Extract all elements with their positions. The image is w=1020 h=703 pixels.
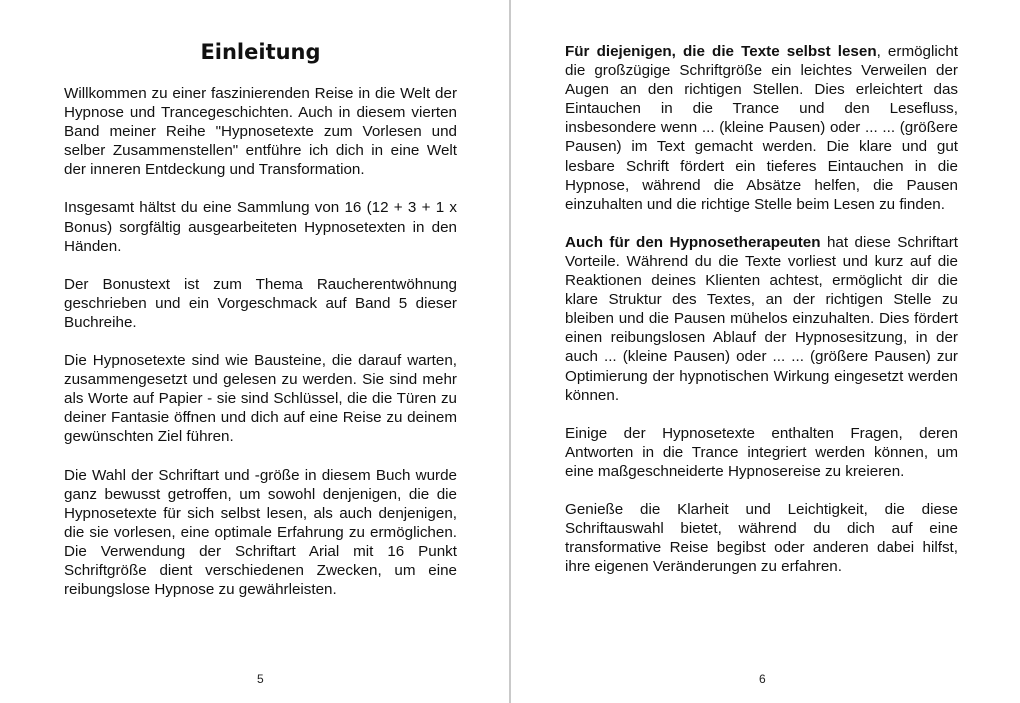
right-page xyxy=(511,0,1020,703)
paragraph-intro: Willkommen zu einer faszinierenden Reise in die Welt der Hypnose und Trancegeschichten. Auch in diesem vierten Band meiner Reihe "Hypnosetexte zum Vorlesen und selber Zusammenstellen" entführe ich dich in eine Welt der inneren Entdeckung und Transformation. xyxy=(64,85,457,179)
self-readers-text: , ermöglicht die großzügige Schriftgröße ein leichtes Verweilen der Augen an den richtigen Stellen. Dies erleichtert das Eintauchen in die Trance und den Lesefluss, insbesondere wenn ... (kleine Pausen) oder ... ... (größere Pausen) im Text gemacht werden. Die klare und gut lesbare Schrift fördert ein tieferes Eintauchen in die Hypnose, während die Absätze helfen, die Pausen einzuhalten und die richtige Stelle beim Lesen zu finden. xyxy=(565,43,958,213)
paragraph-font-choice: Die Wahl der Schriftart und -größe in diesem Buch wurde ganz bewusst getroffen, um sowohl denjenigen, die die Hypnosetexte für sich selbst lesen, als auch denjenigen, die sie vorlesen, eine optimale Erfahrung zu ermöglichen. Die Verwendung der Schriftart Arial mit 16 Punkt Schriftgröße dient verschiedenen Zwecken, um eine reibungslose Hypnose zu gewährleisten. xyxy=(64,466,457,599)
therapists-text: hat diese Schriftart Vorteile. Während du die Texte vorliest und kurz auf die Reaktionen deines Klienten achtest, ermöglicht dir die klare Struktur des Textes, an der richtigen Stelle zu bleiben und die Pausen mühelos einzuhalten. Dies fördert einen reibungslosen Ablauf der Hypnosesitzung, in der auch ... (kleine Pausen) oder ... ... (größere Pausen) zur Optimierung der hypnotischen Wirkung eingesetzt werden können. xyxy=(565,233,958,404)
paragraph-self-readers xyxy=(565,42,958,214)
paragraph-collection: Insgesamt hältst du eine Sammlung von 16 (12 + 3 + 1 x Bonus) sorgfältig ausgearbeiteten Hypnosetexten in den Händen. xyxy=(64,199,457,255)
paragraph-questions: Einige der Hypnosetexte enthalten Fragen, deren Antworten in die Trance integriert werden können, um eine maßgeschneiderte Hypnosereise zu kreieren. xyxy=(565,424,958,480)
paragraph-therapists xyxy=(565,233,958,405)
paragraph-enjoy: Genieße die Klarheit und Leichtigkeit, die diese Schriftauswahl bietet, während du dich auf eine transformative Reise begibst oder anderen dabei hilfst, ihre eigenen Veränderungen zu erfahren. xyxy=(565,500,958,576)
chapter-title: Einleitung xyxy=(200,40,321,64)
self-readers-heading: Für diejenigen, die die Texte selbst lesen xyxy=(565,43,877,60)
page-number-right: 6 xyxy=(759,672,766,686)
therapists-heading: Auch für den Hypnosetherapeuten xyxy=(565,233,821,251)
paragraph-building-blocks: Die Hypnosetexte sind wie Bausteine, die darauf warten, zusammengesetzt und gelesen zu werden. Sie sind mehr als Worte auf Papier - sie sind Schlüssel, die die Türen zu deiner Fantasie öffnen und dich auf eine Reise zu deinem gewünschten Ziel führen. xyxy=(64,352,457,446)
page-number-left: 5 xyxy=(257,672,264,686)
right-page-text xyxy=(565,42,958,595)
left-page-text xyxy=(64,84,457,618)
paragraph-bonus: Der Bonustext ist zum Thema Raucherentwöhnung geschrieben und ein Vorgeschmack auf Band 5 dieser Buchreihe. xyxy=(64,275,457,331)
left-page xyxy=(0,0,509,703)
